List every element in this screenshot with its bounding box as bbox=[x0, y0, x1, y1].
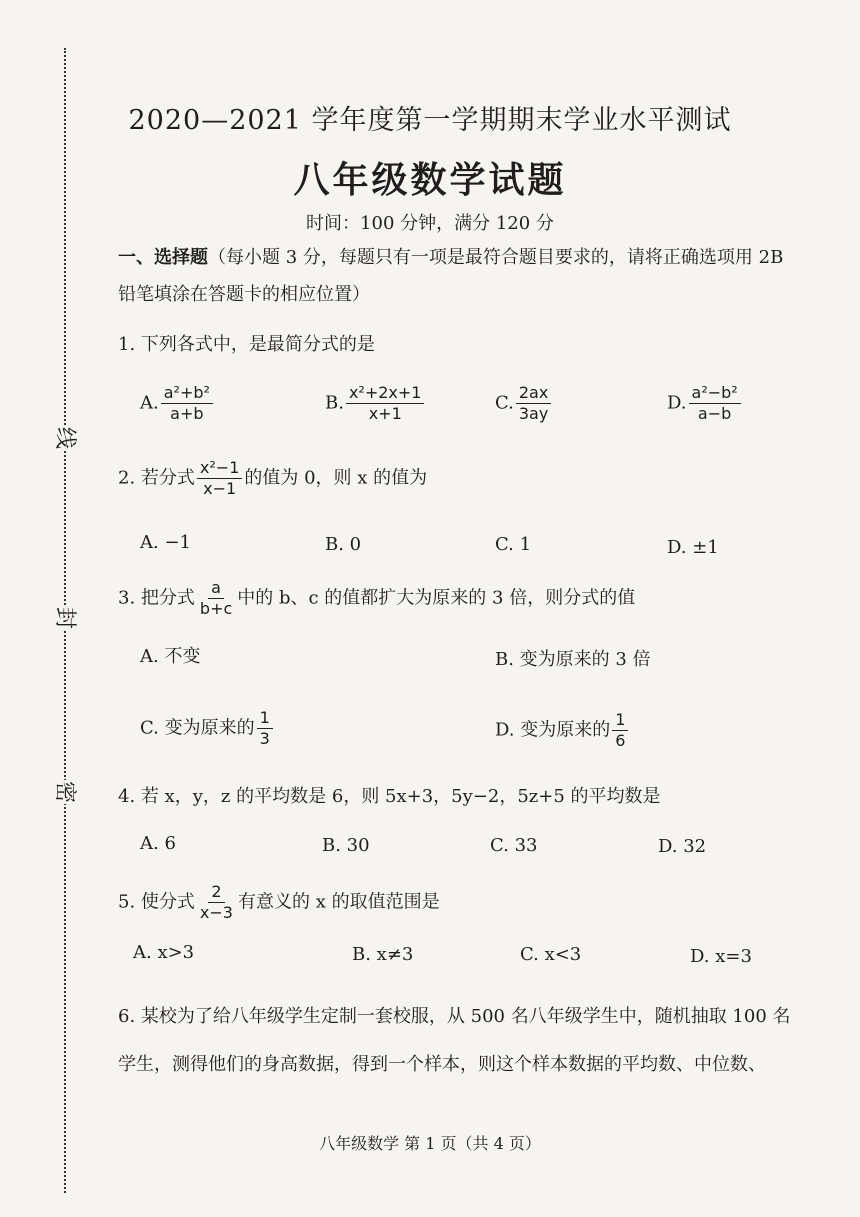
q6-line1: 6. 某校为了给八年级学生定制一套校服，从 500 名八年级学生中，随机抽取 100 名 bbox=[118, 1006, 791, 1027]
q1-stem: 1. 下列各式中，是最简分式的是 bbox=[118, 334, 375, 355]
q5-option-b: B. x≠3 bbox=[352, 944, 414, 965]
q3-option-c: C. 变为原来的 $\frac{1}{3}$ bbox=[140, 708, 275, 749]
q1-option-d: D. $\frac{\text{a²−b²}}{a-b}$ bbox=[667, 383, 743, 424]
time-info: 时间：100 分钟，满分 120 分 bbox=[306, 213, 554, 234]
q3-option-d: D. 变为原来的 $\frac{1}{6}$ bbox=[495, 710, 630, 751]
q3-c-fraction: $\frac{1}{3}$ bbox=[257, 708, 273, 749]
section1-instructions: （每小题 3 分，每题只有一项是最符合题目要求的，请将正确选项用 2B bbox=[208, 247, 784, 268]
q1-a-fraction: $\frac{\text{a²+b²}}{a+b}$ bbox=[161, 383, 213, 424]
q5-fraction: $\frac{2}{x-3}$ bbox=[199, 882, 233, 922]
q2-stem: 2. 若分式 $\frac{\text{x²−1}}{x-1}$ 的值为 0，则 x 的值为 bbox=[118, 458, 428, 498]
q3-stem: 3. 把分式 $\frac{a}{b+c}$ 中的 b、c 的值都扩大为原来的 3 倍，则分式的值 bbox=[118, 578, 636, 618]
q5-stem: 5. 使分式 $\frac{2}{x-3}$ 有意义的 x 的取值范围是 bbox=[118, 882, 440, 922]
q5-option-c: C. x<3 bbox=[520, 944, 582, 965]
section1-heading: 一、选择题 bbox=[118, 247, 208, 268]
subject-title: 八年级数学试题 bbox=[293, 159, 567, 201]
q3-fraction: $\frac{a}{b+c}$ bbox=[199, 578, 233, 618]
section1-line1 bbox=[118, 246, 783, 270]
q1-c-fraction: $\frac{2ax}{3ay}$ bbox=[516, 383, 551, 424]
gutter-label-line: 线 bbox=[44, 426, 84, 450]
q4-option-d: D. 32 bbox=[658, 836, 707, 857]
q1-b-fraction: $\frac{\text{x²+2x+1}}{x+1}$ bbox=[346, 383, 425, 424]
q4-option-b: B. 30 bbox=[322, 835, 370, 856]
q3-d-fraction: $\frac{1}{6}$ bbox=[612, 710, 628, 751]
q3-option-b: B. 变为原来的 3 倍 bbox=[495, 649, 651, 670]
page-footer: 八年级数学 第 1 页（共 4 页） bbox=[319, 1134, 541, 1153]
q1-option-a: A. $\frac{\text{a²+b²}}{a+b}$ bbox=[140, 383, 215, 424]
q1-option-b: B. $\frac{\text{x²+2x+1}}{x+1}$ bbox=[325, 383, 426, 424]
q2-fraction: $\frac{\text{x²−1}}{x-1}$ bbox=[197, 458, 242, 499]
gutter-label-seal: 封 bbox=[44, 606, 84, 630]
q2-option-c: C. 1 bbox=[495, 534, 532, 555]
q1-d-fraction: $\frac{\text{a²−b²}}{a-b}$ bbox=[689, 383, 741, 424]
q4-option-a: A. 6 bbox=[140, 833, 176, 854]
q2-option-b: B. 0 bbox=[325, 534, 362, 555]
q2-option-a: A. −1 bbox=[140, 532, 191, 553]
section1-instructions-line2: 铅笔填涂在答题卡的相应位置） bbox=[118, 284, 370, 305]
q1-option-c: C. $\frac{2ax}{3ay}$ bbox=[495, 383, 553, 424]
gutter-label-secret: 密 bbox=[44, 780, 84, 804]
q3-option-a: A. 不变 bbox=[140, 646, 201, 667]
q6-line2: 学生，测得他们的身高数据，得到一个样本，则这个样本数据的平均数、中位数、 bbox=[118, 1054, 766, 1075]
q2-option-d: D. ±1 bbox=[667, 537, 719, 558]
q4-stem: 4. 若 x，y，z 的平均数是 6，则 5x+3，5y−2，5z+5 的平均数是 bbox=[118, 786, 661, 807]
q5-option-a: A. x>3 bbox=[133, 942, 195, 963]
q4-option-c: C. 33 bbox=[490, 835, 538, 856]
exam-title: 2020—2021 学年度第一学期期末学业水平测试 bbox=[128, 105, 732, 136]
q5-option-d: D. x=3 bbox=[690, 946, 752, 967]
